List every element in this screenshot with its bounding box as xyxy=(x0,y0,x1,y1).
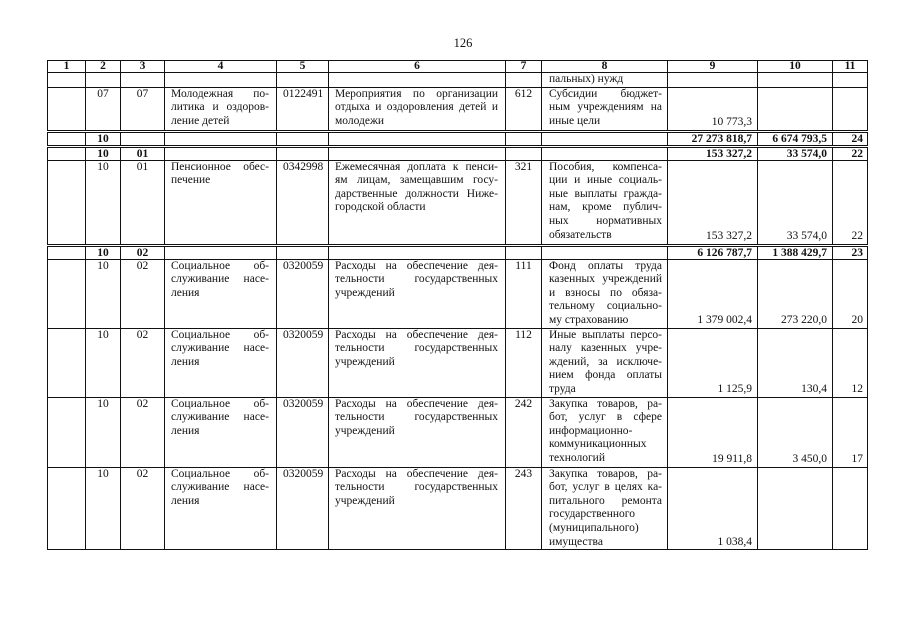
cell-text-line: тельности государственных xyxy=(335,411,498,424)
cell-col-8 xyxy=(542,131,668,146)
cell-text-line: обязательств xyxy=(549,228,612,241)
cell-text-line: Пособия, компенса- xyxy=(549,160,662,173)
cell-col-5: 0122491 xyxy=(277,87,329,131)
cell-col-6 xyxy=(329,397,506,467)
cell-col-1 xyxy=(48,146,86,160)
cell-col-10 xyxy=(758,87,833,131)
cell-col-4 xyxy=(165,328,277,397)
cell-col-9: 27 273 818,7 xyxy=(668,131,758,146)
page-number: 126 xyxy=(453,36,473,50)
cell-col-5: 0320059 xyxy=(277,259,329,328)
cell-text-line: ции и иные социаль- xyxy=(549,174,662,187)
cell-col-2: 10 xyxy=(86,131,121,146)
cell-col-9: 6 126 787,7 xyxy=(668,245,758,259)
column-number-1: 1 xyxy=(48,61,86,73)
cell-text-line: ления xyxy=(171,355,200,368)
table-row xyxy=(48,467,868,550)
cell-col-5: 0320059 xyxy=(277,467,329,550)
cell-col-2: 07 xyxy=(86,87,121,131)
cell-col-5: 0320059 xyxy=(277,397,329,467)
cell-text-line: учреждений xyxy=(335,424,395,437)
cell-col-1 xyxy=(48,73,86,88)
cell-text-line: (муниципального) xyxy=(549,521,639,534)
column-number-8: 8 xyxy=(542,61,668,73)
cell-col-3 xyxy=(121,73,165,88)
cell-col-10: 1 388 429,7 xyxy=(758,245,833,259)
column-numbers-row xyxy=(48,61,868,73)
subtotal-row xyxy=(48,131,868,146)
cell-col-3: 01 xyxy=(121,146,165,160)
cell-col-10: 33 574,0 xyxy=(758,160,833,245)
cell-col-10: 3 450,0 xyxy=(758,397,833,467)
cell-text-line: Мероприятия по организации xyxy=(335,87,498,100)
cell-col-6 xyxy=(329,160,506,245)
cell-text-line: Расходы на обеспечение дея- xyxy=(335,328,498,341)
cell-text-line: служивание насе- xyxy=(171,273,269,286)
subtotal-row xyxy=(48,146,868,160)
cell-col-4 xyxy=(165,146,277,160)
cell-col-9: 1 125,9 xyxy=(668,328,758,397)
cell-text-line: ным учреждениям на xyxy=(549,101,662,114)
cell-col-11 xyxy=(833,73,868,88)
cell-text-line: государственного xyxy=(549,508,635,521)
cell-col-8 xyxy=(542,259,668,328)
cell-col-1 xyxy=(48,328,86,397)
cell-text-line: и взносы по обяза- xyxy=(549,286,662,299)
cell-text-line: технологий xyxy=(549,451,605,464)
cell-col-4 xyxy=(165,87,277,131)
cell-col-7: 111 xyxy=(506,259,542,328)
cell-text-line: ные выплаты гражда- xyxy=(549,187,662,200)
cell-col-1 xyxy=(48,259,86,328)
cell-text-line: Иные выплаты персо- xyxy=(549,328,662,341)
cell-col-3 xyxy=(121,131,165,146)
cell-text-line: учреждений xyxy=(335,286,395,299)
cell-text-line: учреждений xyxy=(335,494,395,507)
cell-col-2: 10 xyxy=(86,245,121,259)
cell-text-line: Социальное об- xyxy=(171,467,269,480)
cell-col-6 xyxy=(329,245,506,259)
cell-col-1 xyxy=(48,245,86,259)
cell-col-4 xyxy=(165,397,277,467)
cell-col-3: 02 xyxy=(121,328,165,397)
column-number-9: 9 xyxy=(668,61,758,73)
cell-col-6 xyxy=(329,259,506,328)
cell-text-line: информационно- xyxy=(549,424,633,437)
cell-col-7: 112 xyxy=(506,328,542,397)
cell-text-line: нием фонда оплаты xyxy=(549,369,662,382)
cell-text-line: нам, кроме публич- xyxy=(549,201,662,214)
cell-col-7: 321 xyxy=(506,160,542,245)
cell-col-4 xyxy=(165,245,277,259)
cell-text-line: Расходы на обеспечение дея- xyxy=(335,467,498,480)
cell-text-line: ных нормативных xyxy=(549,214,662,227)
cell-text-line: имущества xyxy=(549,535,603,548)
cell-col-9: 1 379 002,4 xyxy=(668,259,758,328)
cell-text-line: тельному социально- xyxy=(549,300,662,313)
column-number-10: 10 xyxy=(758,61,833,73)
cell-col-6 xyxy=(329,467,506,550)
cell-col-6 xyxy=(329,131,506,146)
cell-col-5 xyxy=(277,131,329,146)
cell-col-3: 07 xyxy=(121,87,165,131)
cell-col-10 xyxy=(758,73,833,88)
cell-text-line: тельности государственных xyxy=(335,342,498,355)
cell-text-line: Закупка товаров, ра- xyxy=(549,397,662,410)
cell-col-9: 19 911,8 xyxy=(668,397,758,467)
cell-col-6 xyxy=(329,328,506,397)
cell-text-line: му страхованию xyxy=(549,313,629,326)
cell-text-line: Пенсионное обес- xyxy=(171,160,269,173)
cell-col-2: 10 xyxy=(86,146,121,160)
cell-col-8 xyxy=(542,467,668,550)
cell-col-5 xyxy=(277,146,329,160)
cell-col-3: 02 xyxy=(121,397,165,467)
cell-col-1 xyxy=(48,160,86,245)
cell-text-line: Молодежная по- xyxy=(171,87,269,100)
table-row xyxy=(48,397,868,467)
cell-col-11: 20 xyxy=(833,259,868,328)
cell-col-7 xyxy=(506,146,542,160)
cell-col-7: 242 xyxy=(506,397,542,467)
cell-text-line: ления xyxy=(171,424,200,437)
cell-text-line: Социальное об- xyxy=(171,259,269,272)
cell-text-line: пальных) нужд xyxy=(549,73,624,85)
cell-col-8 xyxy=(542,328,668,397)
cell-col-11 xyxy=(833,467,868,550)
table-row xyxy=(48,87,868,131)
cell-text-line: ления xyxy=(171,286,200,299)
cell-col-9: 1 038,4 xyxy=(668,467,758,550)
cell-col-10: 6 674 793,5 xyxy=(758,131,833,146)
table-body xyxy=(48,73,868,550)
cell-col-1 xyxy=(48,397,86,467)
cell-col-10: 130,4 xyxy=(758,328,833,397)
cell-col-8 xyxy=(542,146,668,160)
cell-col-10: 33 574,0 xyxy=(758,146,833,160)
cell-col-11: 17 xyxy=(833,397,868,467)
table-row xyxy=(48,160,868,245)
cell-col-3: 02 xyxy=(121,467,165,550)
cell-text-line: тельности государственных xyxy=(335,273,498,286)
cell-col-4 xyxy=(165,259,277,328)
cell-col-9 xyxy=(668,73,758,88)
cell-text-line: литика и оздоров- xyxy=(171,101,269,114)
table-header xyxy=(48,61,868,73)
cell-col-2: 10 xyxy=(86,259,121,328)
cell-col-3: 01 xyxy=(121,160,165,245)
cell-text-line: ям лицам, замещавшим госу- xyxy=(335,174,498,187)
cell-text-line: дарственные должности Ниже- xyxy=(335,187,498,200)
cell-col-2: 10 xyxy=(86,160,121,245)
cell-text-line: Расходы на обеспечение дея- xyxy=(335,259,498,272)
cell-text-line: учреждений xyxy=(335,355,395,368)
cell-col-2: 10 xyxy=(86,328,121,397)
column-number-11: 11 xyxy=(833,61,868,73)
cell-text-line: печение xyxy=(171,174,211,187)
cell-col-2 xyxy=(86,73,121,88)
cell-text-line: иные цели xyxy=(549,114,601,127)
column-number-6: 6 xyxy=(329,61,506,73)
cell-col-4 xyxy=(165,73,277,88)
cell-text-line: питального ремонта xyxy=(549,494,662,507)
column-number-3: 3 xyxy=(121,61,165,73)
column-number-4: 4 xyxy=(165,61,277,73)
cell-col-2: 10 xyxy=(86,467,121,550)
cell-text-line: городской области xyxy=(335,201,426,214)
cell-col-9: 153 327,2 xyxy=(668,160,758,245)
cell-col-2: 10 xyxy=(86,397,121,467)
cell-col-3: 02 xyxy=(121,245,165,259)
cell-text-line: казенных учреждений xyxy=(549,273,662,286)
subtotal-row xyxy=(48,245,868,259)
cell-text-line: бот, услуг в сфере xyxy=(549,411,662,424)
budget-table xyxy=(47,60,868,550)
cell-text-line: служивание насе- xyxy=(171,342,269,355)
cell-col-5 xyxy=(277,245,329,259)
cell-col-11: 22 xyxy=(833,160,868,245)
cell-col-7 xyxy=(506,73,542,88)
cell-col-5 xyxy=(277,73,329,88)
cell-col-11: 24 xyxy=(833,131,868,146)
cell-text-line: тельности государственных xyxy=(335,481,498,494)
cell-text-line: Социальное об- xyxy=(171,328,269,341)
cell-text-line: труда xyxy=(549,382,576,395)
cell-text-line: Социальное об- xyxy=(171,397,269,410)
cell-text-line: Закупка товаров, ра- xyxy=(549,467,662,480)
cell-col-10 xyxy=(758,467,833,550)
column-number-7: 7 xyxy=(506,61,542,73)
cell-col-8 xyxy=(542,160,668,245)
cell-col-1 xyxy=(48,467,86,550)
cell-col-8 xyxy=(542,87,668,131)
table-row xyxy=(48,73,868,88)
cell-text-line: Расходы на обеспечение дея- xyxy=(335,397,498,410)
cell-col-11: 23 xyxy=(833,245,868,259)
cell-text-line: отдыха и оздоровления детей и xyxy=(335,101,498,114)
cell-col-5: 0342998 xyxy=(277,160,329,245)
cell-text-line: коммуникационных xyxy=(549,438,647,451)
cell-col-1 xyxy=(48,131,86,146)
cell-col-11 xyxy=(833,87,868,131)
cell-col-5: 0320059 xyxy=(277,328,329,397)
cell-text-line: ления xyxy=(171,494,200,507)
column-number-2: 2 xyxy=(86,61,121,73)
cell-col-3: 02 xyxy=(121,259,165,328)
cell-col-6 xyxy=(329,73,506,88)
cell-col-7: 243 xyxy=(506,467,542,550)
cell-col-8 xyxy=(542,245,668,259)
cell-col-11: 12 xyxy=(833,328,868,397)
cell-col-4 xyxy=(165,160,277,245)
cell-col-8 xyxy=(542,397,668,467)
cell-text-line: молодежи xyxy=(335,114,385,127)
cell-col-8 xyxy=(542,73,668,88)
cell-text-line: налу казенных учре- xyxy=(549,342,662,355)
cell-col-7 xyxy=(506,245,542,259)
table-row xyxy=(48,259,868,328)
cell-col-1 xyxy=(48,87,86,131)
cell-text-line: ждений, за исключе- xyxy=(549,355,662,368)
cell-text-line: ление детей xyxy=(171,114,230,127)
cell-text-line: служивание насе- xyxy=(171,481,269,494)
cell-col-6 xyxy=(329,146,506,160)
cell-col-4 xyxy=(165,467,277,550)
cell-col-11: 22 xyxy=(833,146,868,160)
cell-text-line: служивание насе- xyxy=(171,411,269,424)
cell-col-10: 273 220,0 xyxy=(758,259,833,328)
cell-text-line: Ежемесячная доплата к пенси- xyxy=(335,160,498,173)
cell-text-line: Фонд оплаты труда xyxy=(549,259,662,272)
cell-text-line: Субсидии бюджет- xyxy=(549,87,662,100)
table-row xyxy=(48,328,868,397)
cell-col-9: 10 773,3 xyxy=(668,87,758,131)
cell-col-6 xyxy=(329,87,506,131)
cell-col-4 xyxy=(165,131,277,146)
cell-col-7 xyxy=(506,131,542,146)
cell-col-9: 153 327,2 xyxy=(668,146,758,160)
cell-text-line: бот, услуг в целях ка- xyxy=(549,481,662,494)
cell-col-7: 612 xyxy=(506,87,542,131)
column-number-5: 5 xyxy=(277,61,329,73)
